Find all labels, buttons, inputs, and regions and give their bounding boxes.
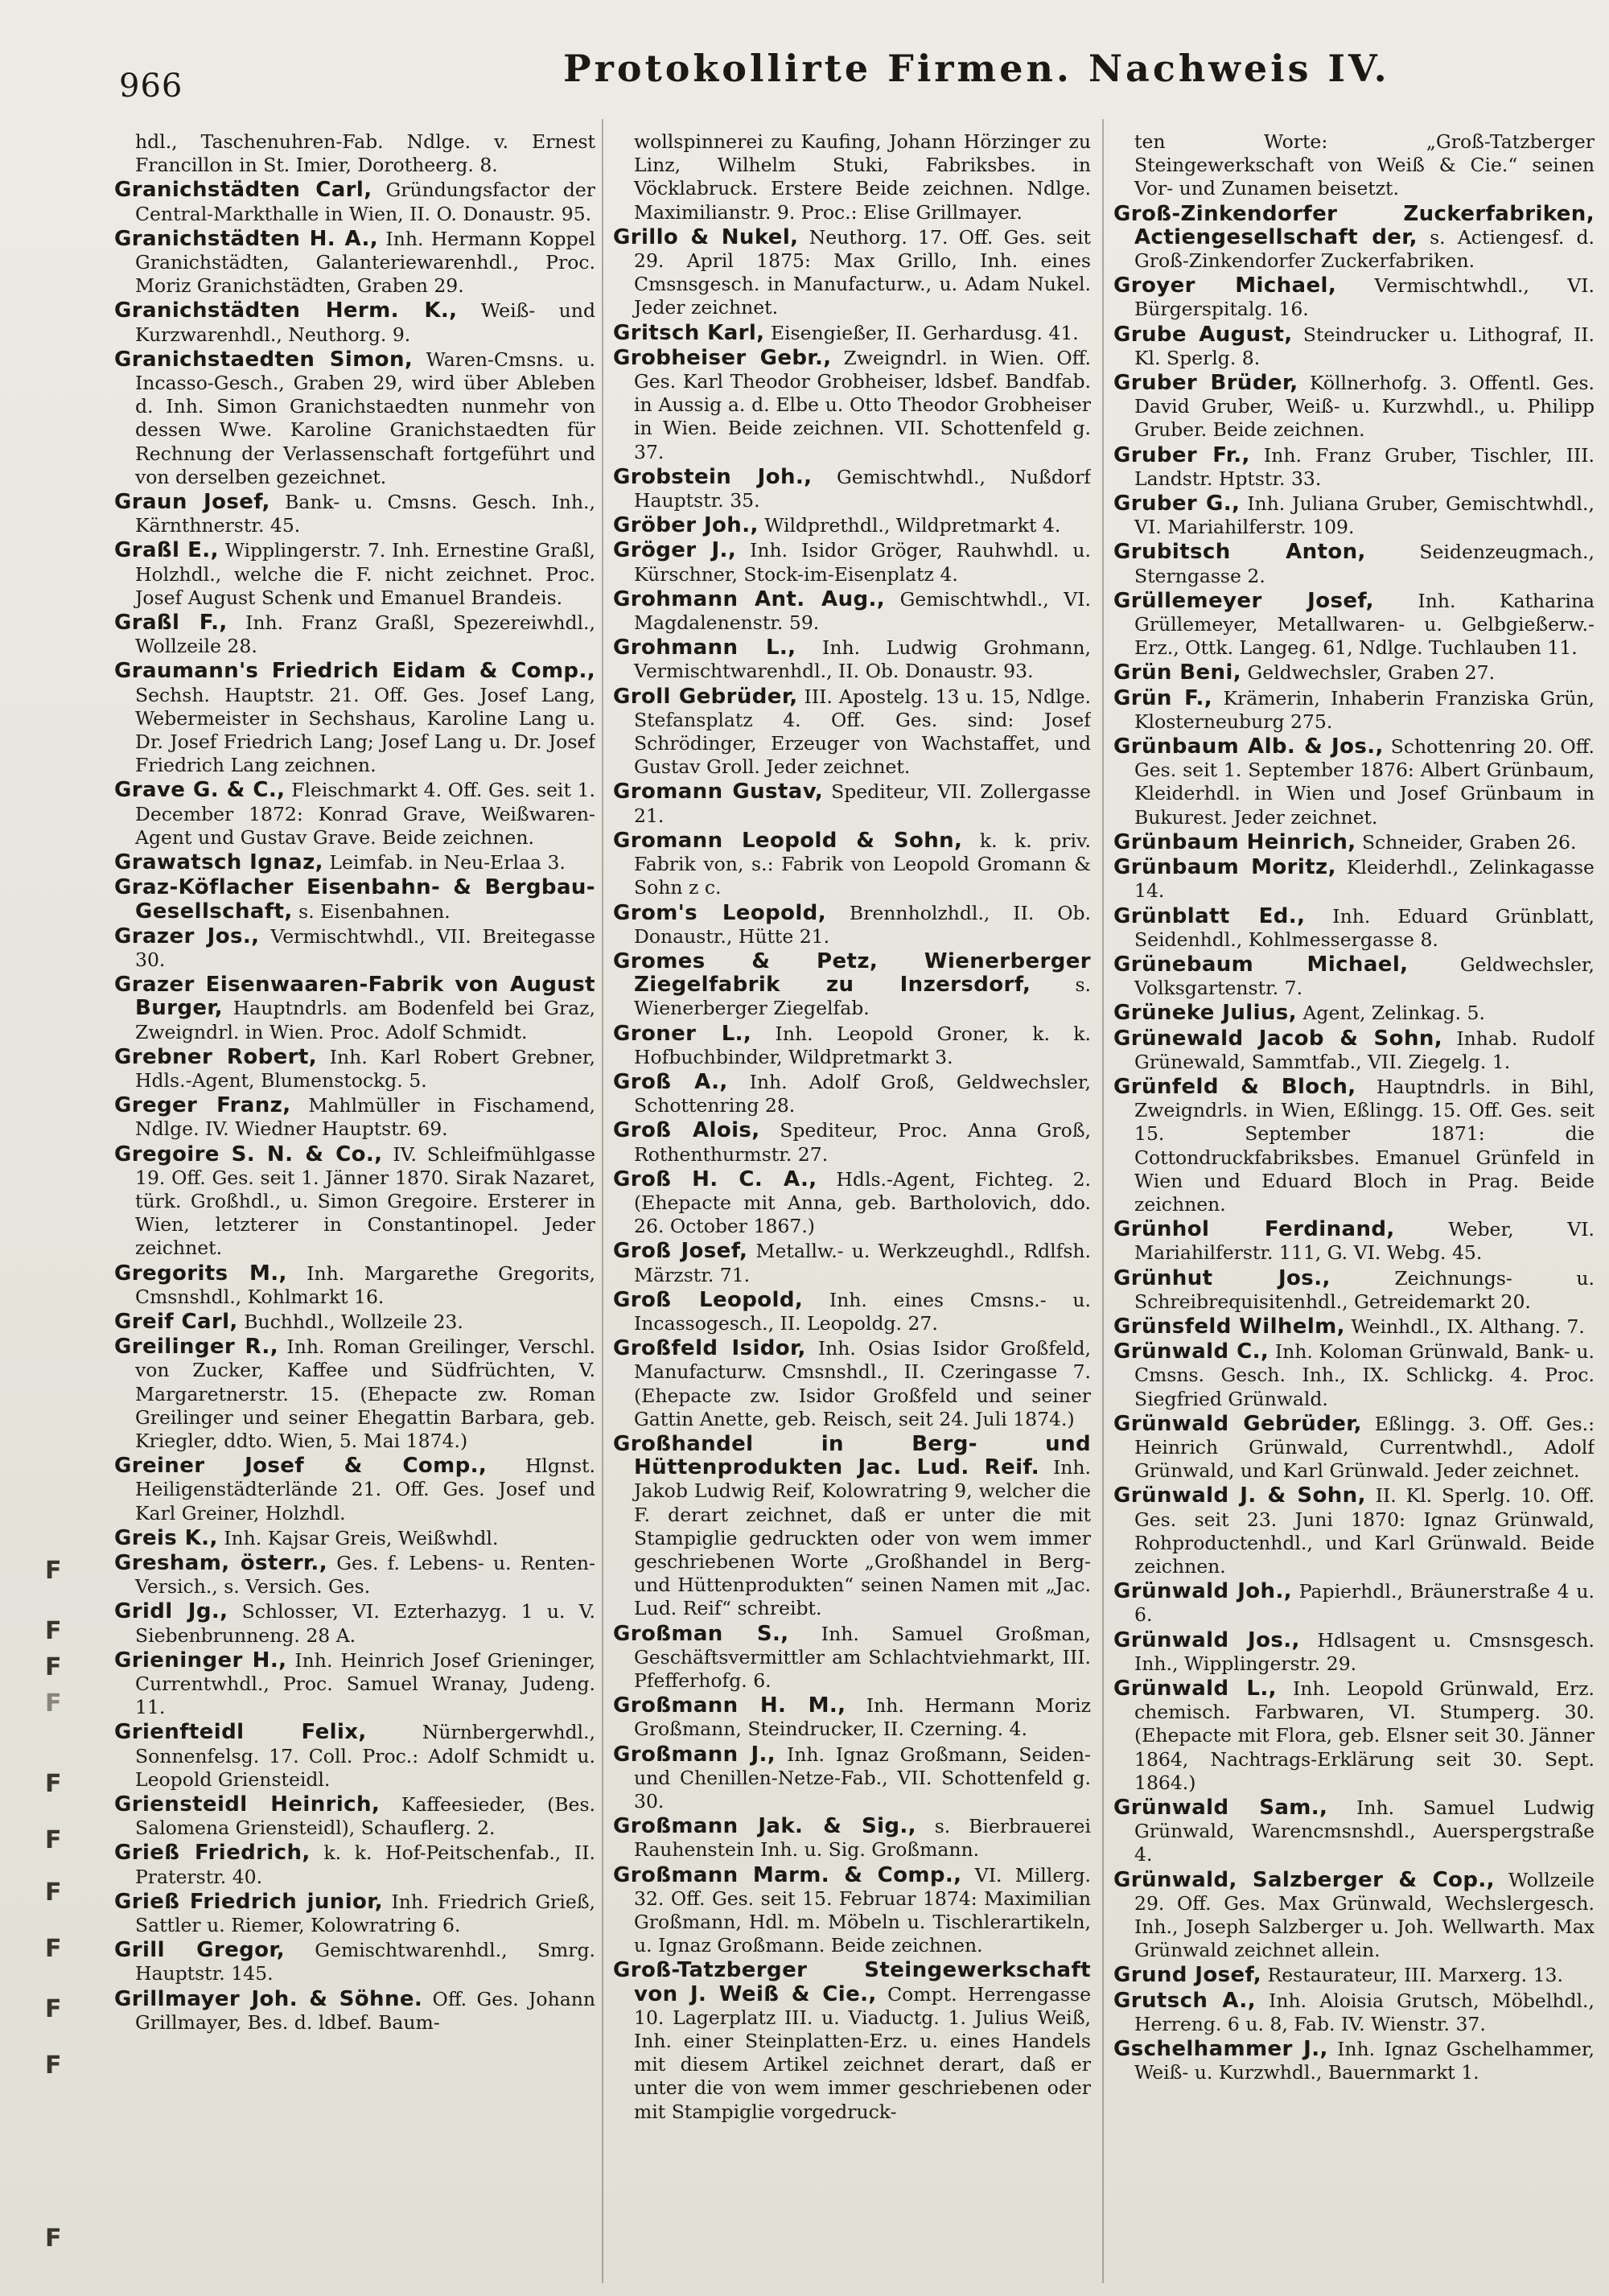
firm-name: Grillo & Nukel, <box>613 224 799 249</box>
directory-entry <box>1113 661 1595 685</box>
firm-name: Griensteidl Heinrich, <box>114 1792 381 1817</box>
directory-entry <box>1113 444 1595 491</box>
firm-name: Großhandel in Berg- und Hüttenprodukten Jac. Lud. Reif. <box>613 1431 1091 1480</box>
firm-name: Gschelhammer J., <box>1113 2037 1328 2062</box>
firm-details: Zeichnungs- u. Schreibrequisitenhdl., Getreidemarkt 20. <box>1134 1266 1595 1313</box>
firm-name: Gresham, österr., <box>114 1550 327 1575</box>
firm-details: Zweigndrl. in Wien. Off. Ges. Karl Theodor Grobheiser, ldsbef. Bandfab. in Aussig a. d. Elbe u. Otto Theodor Grobheiser in Wien. Beide zeichnen. VII. Schottenfeld g. 37. <box>634 346 1091 463</box>
directory-entry <box>613 1864 1091 1958</box>
firm-name: Grün F., <box>1113 685 1213 710</box>
firm-details: Inh. Samuel Ludwig Grünwald, Warencmsnshdl., Auerspergstraße 4. <box>1134 1796 1595 1866</box>
margin-mark: F <box>45 1653 62 1681</box>
firm-details: Spediteur, VII. Zollergasse 21. <box>634 780 1091 827</box>
column-2 <box>613 130 1091 2270</box>
directory-entry <box>114 348 595 489</box>
firm-name: Grave G. & C., <box>114 778 286 803</box>
firm-details: Vermischtwhdl., VII. Breitegasse 30. <box>135 924 595 971</box>
firm-name: Grünwald C., <box>1113 1339 1270 1364</box>
firm-details: Inh. Hermann Koppel Granichstädten, Galanteriewarenhdl., Proc. Moriz Granichstädten, Graben 29. <box>135 227 595 298</box>
margin-mark: F <box>45 1878 62 1907</box>
firm-name: Grünfeld & Bloch, <box>1113 1074 1356 1099</box>
firm-name: Graßl F., <box>114 611 228 636</box>
firm-details: Compt. Herrengasse 10. Lagerplatz III. u. Viaductg. 1. Julius Weiß, Inh. einer Steinplatten-Erz. u. eines Handels mit diesem Artikel zeichnet derart, daß er unter die von wem immer geschriebenen oder mit Stampiglie vorgedruck- <box>634 1982 1091 2123</box>
firm-details: Inh. Osias Isidor Großfeld, Manufacturw. Cmsnshdl., II. Czeringasse 7. (Ehepacte zw. Isidor Großfeld und seiner Gattin Anette, geb. Reisch, seit 24. Juli 1874.) <box>634 1337 1091 1430</box>
firm-name: Grünhol Ferdinand, <box>1113 1217 1395 1242</box>
firm-details: Inh. Eduard Grünblatt, Seidenhdl., Kohlmessergasse 8. <box>1134 904 1595 951</box>
firm-name: Greif Carl, <box>114 1309 238 1334</box>
directory-entry <box>114 1311 595 1334</box>
firm-details: Köllnerhofg. 3. Offentl. Ges. David Gruber, Weiß- u. Kurzwhdl., u. Philipp Gruber. Beide zeichnen. <box>1134 372 1595 442</box>
firm-name: Grubitsch Anton, <box>1113 540 1366 565</box>
firm-details: Nürnbergerwhdl., Sonnenfelsg. 17. Coll. Proc.: Adolf Schmidt u. Leopold Griensteidl. <box>135 1721 595 1791</box>
margin-marks <box>45 1557 77 2265</box>
firm-name: Grünwald, Salzberger & Cop., <box>1113 1867 1495 1892</box>
directory-entry <box>1113 274 1595 321</box>
firm-details: Seidenzeugmach., Sterngasse 2. <box>1134 541 1595 587</box>
firm-name: Granichstädten Carl, <box>114 178 372 203</box>
firm-details: Hdlsagent u. Cmsnsgesch. Inh., Wipplingerstr. 29. <box>1134 1628 1595 1675</box>
firm-details: Inh. Samuel Großman, Geschäftsvermittler am Schlachtviehmarkt, III. Pfefferhofg. 6. <box>634 1622 1091 1692</box>
firm-name: Grieß Friedrich, <box>114 1841 311 1866</box>
firm-details: Schlosser, VI. Ezterhazyg. 1 u. V. Siebenbrunneng. 28 A. <box>135 1600 595 1647</box>
directory-entry <box>1113 323 1595 370</box>
firm-name: Grün Beni, <box>1113 660 1241 685</box>
directory-entry <box>114 660 595 777</box>
firm-name: Grieß Friedrich junior, <box>114 1889 383 1914</box>
directory-entry <box>114 1793 595 1840</box>
firm-details: s. Eisenbahnen. <box>298 899 451 923</box>
directory-entry <box>613 1433 1091 1621</box>
firm-name: Grutsch A., <box>1113 1988 1256 2013</box>
directory-entry <box>613 1815 1091 1862</box>
firm-details: Weber, VI. Mariahilferstr. 111, G. VI. Webg. 45. <box>1134 1218 1595 1265</box>
firm-name: Gregorits M., <box>114 1261 287 1286</box>
firm-details: Krämerin, Inhaberin Franziska Grün, Klosterneuburg 275. <box>1134 686 1595 733</box>
firm-details: Inh. Aloisia Grutsch, Möbelhdl., Herreng. 6 u. 8, Fab. IV. Wienstr. 37. <box>1134 1989 1595 2035</box>
directory-entry <box>114 1600 595 1647</box>
firm-details: Agent, Zelinkag. 5. <box>1302 1002 1485 1025</box>
directory-entry <box>613 347 1091 464</box>
firm-name: Grünwald L., <box>1113 1677 1277 1701</box>
firm-details: Bank- u. Cmsns. Gesch. Inh., Kärnthnerstr. 45. <box>135 491 595 537</box>
running-head: Protokollirte Firmen. Nachweis IV. <box>563 47 1390 90</box>
directory-entry <box>613 829 1091 900</box>
firm-name: Gromann Gustav, <box>613 780 824 804</box>
directory-entry <box>114 228 595 298</box>
directory-entry <box>613 1743 1091 1814</box>
firm-name: Großmann H. M., <box>613 1693 846 1718</box>
directory-entry <box>114 1988 595 2035</box>
firm-name: Gruber Brüder, <box>1113 371 1298 396</box>
directory-entry <box>613 1168 1091 1239</box>
directory-entry <box>114 1527 595 1550</box>
directory-entry <box>613 685 1091 780</box>
firm-name: Graßl E., <box>114 538 219 563</box>
directory-entry <box>613 322 1091 345</box>
firm-details: Fleischmarkt 4. Off. Ges. seit 1. December 1872: Konrad Grave, Weißwaren-Agent und Gustav Grave. Beide zeichnen. <box>135 779 595 849</box>
directory-entry <box>114 179 595 225</box>
page-number: 966 <box>119 68 183 105</box>
margin-mark: F <box>45 1770 62 1798</box>
directory-entry <box>613 780 1091 827</box>
firm-name: Grünblatt Ed., <box>1113 903 1306 928</box>
firm-name: Granichstaedten Simon, <box>114 347 414 372</box>
firm-details: s. Actiengesf. d. Groß-Zinkendorfer Zuckerfabriken. <box>1134 225 1595 273</box>
directory-entry <box>114 1046 595 1092</box>
directory-entry <box>613 1694 1091 1741</box>
firm-name: Grünhut Jos., <box>1113 1265 1331 1290</box>
firm-name: Grünwald Sam., <box>1113 1796 1328 1821</box>
directory-entry <box>1113 1002 1595 1025</box>
directory-entry <box>114 1262 595 1309</box>
firm-name: Grill Gregor, <box>114 1938 286 1963</box>
firm-details: IV. Schleifmühlgasse 19. Off. Ges. seit 1. Jänner 1870. Sirak Nazaret, türk. Großhdl., u. Simon Gregoire. Ersterer in Wien, letzterer in Constantinopel. Jeder zeichnet. <box>135 1142 595 1260</box>
firm-details: Inh. Karl Robert Grebner, Hdls.-Agent, Blumenstockg. 5. <box>135 1045 595 1092</box>
firm-details: Restaurateur, III. Marxerg. 13. <box>1267 1964 1563 1987</box>
firm-name: Gromann Leopold & Sohn, <box>613 828 963 853</box>
column-1 <box>114 130 595 2270</box>
directory-entry <box>1113 541 1595 587</box>
directory-entry <box>1113 687 1595 734</box>
firm-name: Grazer Jos., <box>114 924 260 948</box>
directory-entry <box>114 1094 595 1141</box>
firm-name: Gröger J., <box>613 538 737 563</box>
directory-entry <box>114 299 595 346</box>
firm-name: Grünsfeld Wilhelm, <box>1113 1314 1345 1339</box>
firm-details: Inh. Ignaz Großmann, Seiden- und Chenillen-Netze-Fab., VII. Schottenfeld g. 30. <box>634 1743 1091 1813</box>
firm-name: Grieninger H., <box>114 1648 287 1673</box>
directory-entry <box>1113 1869 1595 1963</box>
directory-entry <box>114 491 595 537</box>
directory-entry <box>114 779 595 850</box>
margin-mark: F <box>45 1935 62 1963</box>
directory-entry <box>1113 953 1595 1000</box>
firm-details: Inh. Isidor Gröger, Rauhwhdl. u. Kürschner, Stock-im-Eisenplatz 4. <box>634 539 1091 586</box>
directory-entry <box>613 514 1091 537</box>
firm-name: Grünbaum Moritz, <box>1113 855 1336 880</box>
firm-details: Kleiderhdl., Zelinkagasse 14. <box>1134 856 1595 903</box>
firm-name: Groß-Zinkendorfer Zuckerfabriken, Actiengesellschaft der, <box>1113 201 1595 249</box>
firm-name: Großfeld Isidor, <box>613 1336 806 1361</box>
directory-entry <box>613 539 1091 586</box>
directory-entry <box>114 973 595 1044</box>
directory-entry <box>114 1649 595 1720</box>
firm-details: Buchhdl., Wollzeile 23. <box>244 1310 463 1333</box>
column-rule <box>1102 119 1104 2283</box>
firm-details: Ges. f. Lebens- u. Renten-Versich., s. Versich. Ges. <box>135 1551 595 1599</box>
firm-details: II. Kl. Sperlg. 10. Off. Ges. seit 23. Juni 1870: Ignaz Grünwald, Rohproductenhdl., und Karl Grünwald. Beide zeichnen. <box>1134 1484 1595 1578</box>
firm-name: Grazer Eisenwaaren-Fabrik von August Burger, <box>114 973 595 1021</box>
firm-name: Gromes & Petz, Wienerberger Ziegelfabrik zu Inzersdorf, <box>613 948 1091 998</box>
margin-mark: F <box>45 1557 62 1585</box>
directory-entry <box>1113 1340 1595 1411</box>
firm-details: Papierhdl., Bräunerstraße 4 u. 6. <box>1134 1580 1595 1627</box>
directory-entry <box>613 1623 1091 1693</box>
firm-name: Groß-Tatzberger Steingewerkschaft von J. Weiß & Cie., <box>613 1958 1091 2006</box>
margin-mark: F <box>45 2224 62 2253</box>
firm-name: Granichstädten Herm. K., <box>114 298 458 323</box>
firm-details: wollspinnerei zu Kaufing, Johann Hörzinger zu Linz, Wilhelm Stuki, Fabriksbes. in Vöcklabruck. Erstere Beide zeichnen. Ndlge. Maximilianstr. 9. Proc.: Elise Grillmayer. <box>634 130 1091 224</box>
firm-name: Großmann J., <box>613 1742 776 1767</box>
firm-name: Gröber Joh., <box>613 513 759 538</box>
directory-entry <box>613 1071 1091 1117</box>
directory-entry <box>1113 1484 1595 1578</box>
firm-name: Grüneke Julius, <box>1113 1001 1297 1026</box>
firm-name: Grünwald Jos., <box>1113 1627 1300 1652</box>
firm-name: Greger Franz, <box>114 1093 291 1118</box>
firm-details: III. Apostelg. 13 u. 15, Ndlge. Stefansplatz 4. Off. Ges. sind: Josef Schrödinger, Erzeuger von Wachstaffet, und Gustav Groll. Jeder zeichnet. <box>634 685 1091 779</box>
firm-name: Grund Josef, <box>1113 1963 1262 1988</box>
firm-name: Grube August, <box>1113 322 1293 347</box>
firm-details: Inh. Kajsar Greis, Weißwhdl. <box>224 1526 499 1549</box>
firm-name: Grobheiser Gebr., <box>613 345 832 370</box>
firm-details: Hauptndrls. am Bodenfeld bei Graz, Zweigndrl. in Wien. Proc. Adolf Schmidt. <box>135 997 595 1043</box>
directory-entry <box>1113 372 1595 442</box>
directory-entry <box>613 1119 1091 1166</box>
directory-entry <box>613 226 1091 320</box>
firm-name: Grobstein Joh., <box>613 464 813 489</box>
firm-name: Groyer Michael, <box>1113 274 1337 298</box>
column-rule <box>602 119 603 2283</box>
firm-details: hdl., Taschenuhren-Fab. Ndlge. v. Ernest Francillon in St. Imier, Dorotheerg. 8. <box>135 130 595 177</box>
firm-details: k. k. priv. Fabrik von, s.: Fabrik von Leopold Gromann & Sohn z c. <box>634 829 1091 899</box>
directory-entry <box>1113 1580 1595 1627</box>
directory-entry <box>1113 1629 1595 1676</box>
firm-details: Inh. Leopold Grünwald, Erz. chemisch. Farbwaren, VI. Stumperg. 30. (Ehepacte mit Flora, geb. Elsner seit 30. Jänner 1864, Nachtrags-Erklärung seit 30. Sept. 1864.) <box>1134 1677 1595 1794</box>
firm-details: Gemischtwhdl., Nußdorf Hauptstr. 35. <box>634 465 1091 512</box>
directory-entry <box>613 1337 1091 1431</box>
directory-entry <box>114 925 595 972</box>
firm-details: Inhab. Rudolf Grünewald, Sammtfab., VII. Ziegelg. 1. <box>1134 1027 1595 1073</box>
firm-name: Grohmann L., <box>613 636 796 660</box>
firm-details: Inh. Juliana Gruber, Gemischtwhdl., VI. Mariahilferstr. 109. <box>1134 492 1595 539</box>
firm-name: Grünewald Jacob & Sohn, <box>1113 1026 1443 1051</box>
firm-details: Wildprethdl., Wildpretmarkt 4. <box>764 514 1061 537</box>
firm-details: Geldwechsler, Graben 27. <box>1247 661 1496 685</box>
firm-name: Groß Alois, <box>613 1118 760 1143</box>
firm-details: Eisengießer, II. Gerhardusg. 41. <box>770 321 1079 344</box>
firm-details: Gemischtwhdl., VI. Magdalenenstr. 59. <box>634 587 1091 635</box>
directory-entry <box>1113 735 1595 829</box>
firm-details: ten Worte: „Groß-Tatzberger Steingewerkschaft von Weiß & Cie.“ seinen Vor- und Zunamen beisetzt. <box>1134 130 1595 200</box>
firm-details: Inh. Ludwig Grohmann, Vermischtwarenhdl., II. Ob. Donaustr. 93. <box>634 636 1091 683</box>
firm-details: Waren-Cmsns. u. Incasso-Gesch., Graben 29, wird über Ableben d. Inh. Simon Granichstaedten nunmehr von dessen Wwe. Karoline Granichstaedten für Rechnung der Verlassenschaft fortgeführt und von derselben gezeichnet. <box>135 348 595 488</box>
margin-mark: F <box>45 2051 62 2080</box>
directory-entry <box>114 539 595 610</box>
firm-name: Groß Josef, <box>613 1239 748 1264</box>
directory-entry <box>1113 1989 1595 2036</box>
firm-name: Graz-Köflacher Eisenbahn- & Bergbau-Gesellschaft, <box>114 875 595 924</box>
firm-name: Großmann Marm. & Comp., <box>613 1862 962 1887</box>
firm-details: Metallw.- u. Werkzeughdl., Rdlfsh. Märzstr. 71. <box>634 1240 1091 1286</box>
firm-details: Weiß- und Kurzwarenhdl., Neuthorg. 9. <box>135 299 595 346</box>
firm-details: s. Bierbrauerei Rauhenstein Inh. u. Sig. Großmann. <box>634 1815 1091 1862</box>
directory-entry <box>1113 831 1595 854</box>
firm-details: Neuthorg. 17. Off. Ges. seit 29. April 1875: Max Grillo, Inh. eines Cmsnsgesch. in Manufacturw., u. Adam Nukel. Jeder zeichnet. <box>634 225 1091 319</box>
directory-entry <box>613 1023 1091 1069</box>
firm-details: Gemischtwarenhdl., Smrg. Hauptstr. 145. <box>135 1939 595 1985</box>
directory-entry <box>1113 1218 1595 1265</box>
firm-name: Grebner Robert, <box>114 1044 317 1069</box>
firm-name: Gritsch Karl, <box>613 320 765 345</box>
firm-details: s. Wienerberger Ziegelfab. <box>634 973 1091 1020</box>
directory-entry <box>1113 590 1595 660</box>
firm-name: Gregoire S. N. & Co., <box>114 1142 383 1167</box>
firm-details: Inh. Margarethe Gregorits, Cmsnshdl., Kohlmarkt 16. <box>135 1261 595 1308</box>
firm-name: Groß H. C. A., <box>613 1167 817 1191</box>
firm-details: Inh. eines Cmsns.- u. Incassogesch., II. Leopoldg. 27. <box>634 1288 1091 1335</box>
firm-details: Gründungsfactor der Central-Markthalle in Wien, II. O. Donaustr. 95. <box>135 179 595 225</box>
firm-name: Groß Leopold, <box>613 1287 804 1312</box>
firm-name: Groner L., <box>613 1021 752 1046</box>
directory-entry <box>613 902 1091 948</box>
firm-name: Grünbaum Alb. & Jos., <box>1113 734 1384 759</box>
firm-name: Gruber G., <box>1113 492 1241 516</box>
firm-details: Steindrucker u. Lithograf, II. Kl. Sperlg. 8. <box>1134 323 1595 369</box>
firm-name: Gruber Fr., <box>1113 442 1250 467</box>
directory-entry <box>1113 1267 1595 1314</box>
firm-details: Geldwechsler, Volksgartenstr. 7. <box>1134 953 1595 1000</box>
column-3 <box>1113 130 1595 2270</box>
firm-details: Leimfab. in Neu-Erlaa 3. <box>329 851 566 874</box>
firm-name: Granichstädten H. A., <box>114 226 379 251</box>
firm-details: Schneider, Graben 26. <box>1362 830 1577 854</box>
firm-name: Greilinger R., <box>114 1335 278 1360</box>
directory-entry <box>114 611 595 658</box>
directory-entry <box>613 1959 1091 2123</box>
directory-entry <box>114 876 595 923</box>
firm-details: Inh. Franz Graßl, Spezereiwhdl., Wollzeile 28. <box>135 611 595 658</box>
firm-name: Greis K., <box>114 1525 218 1550</box>
directory-entry <box>1113 856 1595 903</box>
firm-details: Inh. Katharina Grüllemeyer, Metallwaren- u. Gelbgießerw.-Erz., Ottk. Langeg. 61, Ndlge. Tuchlauben 11. <box>1134 589 1595 660</box>
firm-details: Weinhdl., IX. Althang. 7. <box>1351 1315 1585 1338</box>
directory-entry <box>114 1335 595 1453</box>
firm-details: k. k. Hof-Peitschenfab., II. Praterstr. 40. <box>135 1841 595 1888</box>
directory-entry <box>1113 1677 1595 1795</box>
directory-entry <box>613 1289 1091 1335</box>
firm-name: Groß A., <box>613 1069 728 1094</box>
firm-name: Grawatsch Ignaz, <box>114 850 323 875</box>
firm-name: Grünebaum Michael, <box>1113 952 1409 977</box>
firm-details: Inh. Hermann Moriz Großmann, Steindrucker, II. Czerning. 4. <box>634 1694 1091 1741</box>
directory-entry <box>613 950 1091 1021</box>
margin-mark: F <box>45 1617 62 1645</box>
directory-entry <box>114 1721 595 1792</box>
directory-entry <box>1113 1076 1595 1216</box>
directory-entry <box>1113 492 1595 539</box>
directory-entry <box>1113 1964 1595 1987</box>
firm-details: Vermischtwhdl., VI. Bürgerspitalg. 16. <box>1134 274 1595 321</box>
firm-name: Grienfteidl Felix, <box>114 1720 367 1745</box>
margin-mark: F <box>45 1826 62 1854</box>
firm-details: Kaffeesieder, (Bes. Salomena Griensteidl), Schauflerg. 2. <box>135 1793 595 1840</box>
firm-name: Grüllemeyer Josef, <box>1113 588 1374 613</box>
firm-name: Groll Gebrüder, <box>613 684 798 709</box>
directory-entry <box>114 1891 595 1937</box>
firm-details: Inh. Koloman Grünwald, Bank- u. Cmsns. Gesch. Inh., IX. Schlickg. 4. Proc. Siegfried Grünwald. <box>1134 1340 1595 1410</box>
margin-mark: F <box>45 1995 62 2023</box>
firm-details: Inh. Heinrich Josef Grieninger, Currentwhdl., Proc. Samuel Wranay, Judeng. 11. <box>135 1648 595 1719</box>
firm-name: Großman S., <box>613 1621 789 1646</box>
firm-details: Inh. Franz Gruber, Tischler, III. Landstr. Hptstr. 33. <box>1134 443 1595 490</box>
firm-details: Wollzeile 29. Off. Ges. Max Grünwald, Wechslergesch. Inh., Joseph Salzberger u. Joh. Wellwarth. Max Grünwald zeichnet allein. <box>1134 1868 1595 1962</box>
directory-entry <box>114 130 595 177</box>
directory-entry <box>1113 2038 1595 2084</box>
firm-details: Hdls.-Agent, Fichteg. 2. (Ehepacte mit Anna, geb. Bartholovich, ddo. 26. October 1867.) <box>634 1167 1091 1238</box>
directory-entry <box>1113 1796 1595 1867</box>
directory-entry <box>613 466 1091 512</box>
firm-details: Hlgnst. Heiligenstädterlände 21. Off. Ges. Josef und Karl Greiner, Holzhdl. <box>135 1455 595 1524</box>
directory-entry <box>114 851 595 874</box>
firm-details: Brennholzhdl., II. Ob. Donaustr., Hütte 21. <box>634 901 1091 948</box>
firm-details: Inh. Friedrich Grieß, Sattler u. Riemer, Kolowratring 6. <box>135 1890 595 1937</box>
firm-name: Gridl Jg., <box>114 1599 228 1624</box>
firm-name: Grom's Leopold, <box>613 900 826 925</box>
firm-details: Inh. Leopold Groner, k. k. Hofbuchbinder, Wildpretmarkt 3. <box>634 1022 1091 1068</box>
firm-details: Sechsh. Hauptstr. 21. Off. Ges. Josef Lang, Webermeister in Sechshaus, Karoline Lang u. Dr. Josef Friedrich Lang; Josef Lang u. Dr. Josef Friedrich Lang zeichnen. <box>135 683 595 777</box>
firm-name: Grünwald Gebrüder, <box>1113 1411 1362 1436</box>
directory-entry <box>613 636 1091 683</box>
firm-name: Graun Josef, <box>114 490 270 515</box>
firm-details: Hauptndrls. in Bihl, Zweigndrls. in Wien, Eßlingg. 15. Off. Ges. seit 15. September 1871: die Cottondruckfabriksbes. Emanuel Grünfeld in Wien und Eduard Bloch in Prag. Beide zeichnen. <box>1134 1075 1595 1216</box>
firm-name: Greiner Josef & Comp., <box>114 1454 488 1479</box>
margin-mark: F <box>45 1689 62 1718</box>
firm-name: Grohmann Ant. Aug., <box>613 586 886 611</box>
directory-entry <box>613 130 1091 224</box>
firm-details: Eßlingg. 3. Off. Ges.: Heinrich Grünwald, Currentwhdl., Adolf Grünwald, und Karl Grünwald. Jeder zeichnet. <box>1134 1412 1595 1483</box>
firm-details: Schottenring 20. Off. Ges. seit 1. September 1876: Albert Grünbaum, Kleiderhdl. in Wien und Josef Grünbaum in Bukurest. Jeder zeichnet. <box>1134 735 1595 829</box>
firm-name: Grillmayer Joh. & Söhne. <box>114 1986 423 2011</box>
firm-details: Mahlmüller in Fischamend, Ndlge. IV. Wiedner Hauptstr. 69. <box>135 1094 595 1141</box>
firm-details: Inh. Ignaz Gschelhammer, Weiß- u. Kurzwhdl., Bauernmarkt 1. <box>1134 2038 1595 2084</box>
firm-details: Off. Ges. Johann Grillmayer, Bes. d. ldbef. Baum- <box>135 1987 595 2034</box>
firm-name: Graumann's Friedrich Eidam & Comp., <box>114 659 595 684</box>
directory-entry <box>114 1143 595 1261</box>
directory-entry <box>114 1939 595 1985</box>
directory-entry <box>1113 203 1595 274</box>
directory-entry <box>1113 905 1595 952</box>
firm-name: Grünbaum Heinrich, <box>1113 829 1356 854</box>
firm-name: Großmann Jak. & Sig., <box>613 1814 916 1839</box>
directory-entry <box>114 1841 595 1888</box>
firm-details: Inh. Roman Greilinger, Verschl. von Zucker, Kaffee und Südfrüchten, V. Margaretnerstr. 15. (Ehepacte zw. Roman Greilinger und seiner Ehegattin Barbara, geb. Kriegler, ddto. Wien, 5. Mai 1874.) <box>135 1335 595 1452</box>
directory-entry <box>1113 130 1595 201</box>
directory-entry <box>1113 1315 1595 1339</box>
firm-name: Grünwald J. & Sohn, <box>1113 1483 1366 1508</box>
directory-entry <box>1113 1027 1595 1074</box>
firm-details: VI. Millerg. 32. Off. Ges. seit 15. Februar 1874: Maximilian Großmann, Hdl. m. Möbeln u. Tischlerartikeln, u. Ignaz Großmann. Beide zeichnen. <box>634 1863 1091 1957</box>
firm-name: Grünwald Joh., <box>1113 1579 1293 1604</box>
directory-entry <box>114 1552 595 1599</box>
directory-entry <box>613 588 1091 635</box>
firm-details: Inh. Jakob Ludwig Reif, Kolowratring 9, welcher die F. derart zeichnet, daß er unter die mit Stampiglie gedruckten oder von wem immer geschriebenen Worte „Großhandel in Berg- und Hüttenprodukten“ seinen Namen mit „Jac. Lud. Reif“ schreibt. <box>634 1456 1091 1620</box>
directory-entry <box>114 1455 595 1525</box>
directory-entry <box>613 1240 1091 1286</box>
firm-details: Spediteur, Proc. Anna Groß, Rothenthurmstr. 27. <box>634 1119 1091 1166</box>
firm-details: Wipplingerstr. 7. Inh. Ernestine Graßl, Holzhdl., welche die F. nicht zeichnet. Proc. Josef August Schenk und Emanuel Brandeis. <box>135 539 595 609</box>
firm-details: Inh. Adolf Groß, Geldwechsler, Schottenring 28. <box>634 1070 1091 1117</box>
directory-entry <box>1113 1413 1595 1483</box>
